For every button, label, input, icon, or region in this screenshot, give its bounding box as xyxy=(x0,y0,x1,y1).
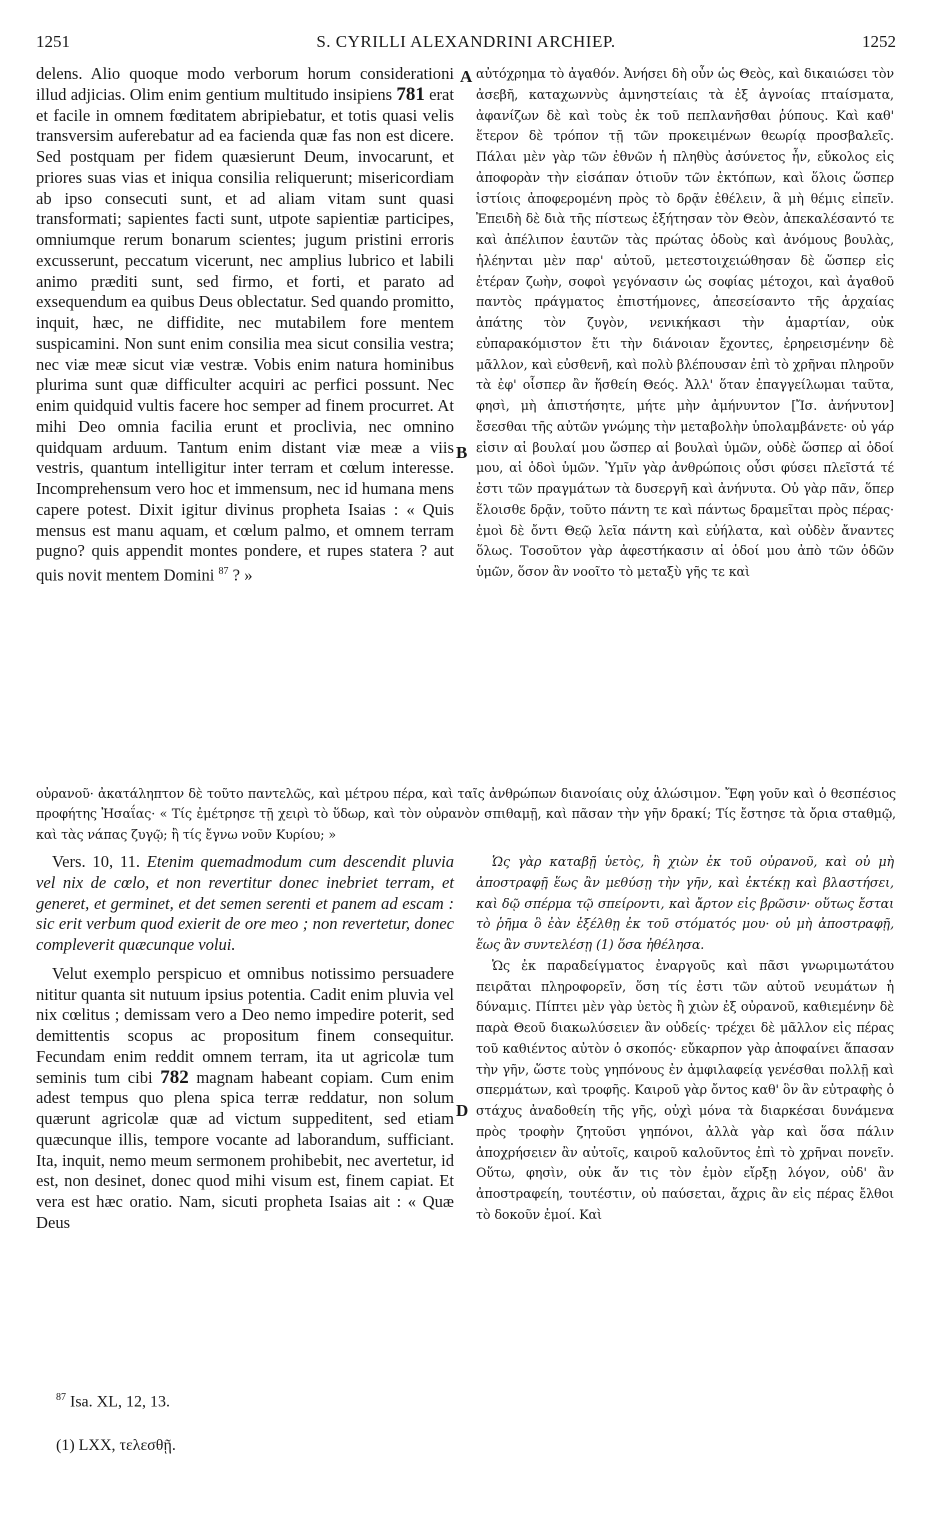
footnote-number: 87 xyxy=(56,1392,66,1403)
latin-text: Velut exemplo perspicuo et omnibus notissimo persuadere nititur quanta sit nutuum ipsius potentia. Cadit enim pluvia vel nix cœlitus ; demissam vero a Deo nemo impedire poterit, sed demittentis scopus ac propositum finem consequitur. Fecundam enim reddit omnem terram, ita ut agricolæ tum seminis tum cibi xyxy=(36,963,454,1087)
column-number: 782 xyxy=(160,1066,189,1088)
latin-text: delens. Alio quoque modo verborum horum considerationi illud adjicias. Olim enim gentium multitudo insipiens xyxy=(36,64,454,104)
greek-wide-block xyxy=(36,771,896,859)
page-header xyxy=(36,32,896,58)
margin-marker-a: A xyxy=(460,67,473,86)
latin-paragraph-upper xyxy=(36,64,454,586)
margin-marker-b: B xyxy=(456,443,468,462)
greek-paragraph-upper: αὐτόχρημα τὸ ἀγαθόν. Ἀνήσει δὴ οὖν ὡς Θεὸς, καὶ δικαιώσει τὸν ἀσεβῆ, καταχωννὺς ἀμνηστείαις τὰ ἐξ ἀγνοίας πταίσματα, ἀφανίζων δὲ καὶ τοὺς ἐκ τοῦ πεπλανῆσθαι ῥύπους. Καὶ καθ' ἕτερον δὲ τρόπον τῇ τῶν προκειμένων θεωρίᾳ προσβαλεῖς. Πάλαι μὲν γὰρ τῶν ἐθνῶν ἡ πληθὺς ἀσύνετος ἦν, εὔκολος εἰς ἀποφορὰν τὴν εἰσάπαν ὁτιοῦν τῶν ἐκτόπων, καὶ ὅλοις ὥσπερ ἱστίοις ἀποφερομένη πρὸς τὸ δρᾷν ἐθέλειν, ἃ μὴ θέμις εἰπεῖν. Ἐπειδὴ δὲ διὰ τῆς πίστεως ἐξήτησαν τὸν Θεὸν, ἀπεκαλέσαντό τε καὶ ἀπέλιπον ἑαυτῶν τὰς πρώτας ὁδοὺς καὶ ἀνόμους βουλὰς, ἠλέηνται μὲν παρ' αὐτοῦ, μετεστοιχειώθησαν δὲ ὥσπερ εἰς ἑτέραν ζωὴν, σοφοὶ γεγόνασιν ὡς σοφίας μέτοχοι, καὶ ἀγαθοῦ παντὸς πράγματος ἐπιστήμονες, ἀπεσείσαντο τῆς ἀρχαίας ἀπάτης τὸν ζυγὸν, νενικήκασι τὴν ἁμαρτίαν, οὐκ εὐπαρακόμιστον ἔτι τὴν διάνοιαν ἔχοντες, ἐρηρεισμένην δὲ μᾶλλον, καὶ εὐσθενῆ, καὶ πολὺ βλέπουσαν ἐπὶ τὸ χρῆναι πληροῦν τὰ ἐφ' οἷσπερ ἂν ἥσθείη Θεός. Ἀλλ' ὅταν ἐπαγγείλωμαι ταῦτα, φησὶ, μὴ ἀπιστήσητε, μήτε μὴν ἀμήνυντον [Ἴσ. ἀνήνυτον] ἔσεσθαι τῆς αὐτῶν γνώμης τὴν μεταβολὴν ὑπολαμβάνετε· οὐ γάρ εἰσιν αἱ βουλαί μου ὥσπερ αἱ βουλαὶ ὑμῶν, οὐδὲ ὥσπερ αἱ ὁδοί μου, αἱ ὁδοὶ ὑμῶν. Ὑμῖν γὰρ ἀνθρώποις οὖσι φύσει πλεῖστά τέ ἐστι τῶν πραγμάτων τὰ δυσεργῆ καὶ ἀνήνυτα. Οὐ γὰρ πᾶν, ὅπερ ἕλοισθε δρᾷν, τοῦτο πάντη τε καὶ πάντως δραμεῖται πρὸς πέρας· ἐμοὶ δὲ ὄντι Θεῷ λεῖα πάντη καὶ εὐήλατα, καὶ οὐδὲν ἄναντες ὅλως. Τοσοῦτον γὰρ ἀφεστήκασιν αἱ ὁδοί μου ἀπὸ τῶν ὁδῶν ὑμῶν, ὅσον ἂν νοοῖτο τὸ μεταξὺ γῆς τε καὶ xyxy=(476,66,894,579)
footnote-1 xyxy=(56,1392,170,1411)
footnote-2: (1) LXX, τελεσθῇ. xyxy=(56,1437,176,1454)
latin-verse xyxy=(36,852,454,956)
page-number-left: 1251 xyxy=(36,32,70,51)
greek-wide-paragraph: οὐρανοῦ· ἀκατάληπτον δὲ τοῦτο παντελῶς, καὶ μέτρου πέρα, καὶ ταῖς ἀνθρώπων διανοίαις οὐχ ἁλώσιμον. Ἔφη γοῦν καὶ ὁ θεσπέσιος προφήτης Ἠσαΐας· « Τίς ἐμέτρησε τῇ χειρὶ τὸ ὕδωρ, καὶ τὸν οὐρανὸν σπιθαμῇ, καὶ πᾶσαν τὴν γῆν δρακί; Τίς ἔστησε τὰ ὄρια σταθμῷ, καὶ τὰς νάπας ζυγῷ; ἢ τίς ἔγνω νοῦν Κυρίου; » xyxy=(36,785,896,843)
running-title: S. CYRILLI ALEXANDRINI ARCHIEP. xyxy=(316,32,616,51)
greek-column-upper xyxy=(476,64,894,583)
page-number-right: 1252 xyxy=(862,32,896,51)
latin-column-upper xyxy=(36,64,454,586)
margin-marker-d: D xyxy=(456,1101,469,1120)
latin-text: magnam habeant copiam. Cum enim adest tempus quo plena spica terræ reddatur, non solum quærunt agricolæ quæ ad victum suppeditent, sed etiam quæcunque illis, tempore vocante ad laborandum, sufficiant. Ita, inquit, nemo meum sermonem prohibebit, nec avertetur, id est, non desinet, donec quod mihi visum est, finem capiat. Et vera est hæc oratio. Nam, sicuti propheta Isaias ait : « Quæ Deus xyxy=(36,1067,454,1232)
latin-paragraph-lower xyxy=(36,964,454,1234)
latin-text: erat et facile in omnem fœditatem abripiebatur, et totis quasi velis transversim auferebatur ad ea facienda quæ fas non est dicere. Sed postquam per fidem quæsierunt Deum, invocarunt, et priores suas vias et iniqua consilia reliquerunt; misericordiam ab ipso consecuti sunt, et ad aliam vitam sunt quasi transformati; sapientes facti sunt, utpote sapientiæ participes, omniumque rerum bonarum scientes; jugum pristini erroris excusserunt, peccatum vicerunt, nec amplius lubrico et labili animo præditi sunt, sed firmo, et forti, et parato ad exsequendum ea quibus Deus oblectatur. Sed quando promitto, inquit, hæc, ne diffidite, nec mutabilem fore mentem suspicamini. Non sunt enim consilia mea sicut consilia vestra; nec viæ meæ sicut viæ vestræ. Vobis enim natura hominibus plurima sunt quæ difficulter acquiri ac perfici possunt. Nec enim quidquid vultis facere hoc semper ad finem procurret. At mihi Deo omnia facilia erunt et proclivia, nec omnino quidquam arduum. Tantum enim distant viæ meæ a viis vestris, quantum intelligitur inter terram et cœlum interesse. Incomprehensum vero hoc et immensum, nec id humana mens capere potest. Dixit igitur divinus propheta Isaias : « Quis mensus est manu aquam, et cœlum palmo, et omnem terram pugno? quis appendit montes pondere, et rupes statera ? aut quis novit mentem Domini xyxy=(36,84,454,585)
latin-text: ? » xyxy=(228,565,253,585)
footnote-text: Isa. XL, 12, 13. xyxy=(70,1393,170,1411)
greek-paragraph-lower: Ὡς ἐκ παραδείγματος ἐναργοῦς καὶ πᾶσι γνωριμωτάτου πειρᾶται πληροφορεῖν, ὅση τίς ἐστι τῶν αὐτοῦ νευμάτων ἡ δύναμις. Πίπτει μὲν γὰρ ὑετὸς ἢ χιὼν ἐξ οὐρανοῦ, καθιεμένην δὲ παρὰ Θεοῦ διακωλύσειεν ἂν οὐδείς· τρέχει δὲ μᾶλλον εἰς πέρας τοῦ καθιέντος αὐτὸν ὁ σκοπός· εὔκαρπον γὰρ ἀποφαίνει ἅπασαν τὴν γῆν, ὥστε τοὺς γηπόνους ἐν ἀμφιλαφείᾳ γενέσθαι πολλῇ καὶ σπερμάτων, καὶ τροφῆς. Καιροῦ γὰρ ὄντος καθ' ὃν ἂν εὐτραφὴς ὁ στάχυς ἀναδοθείη τῆς γῆς, οὐχὶ μόνα τὰ διαρκέσαι δυνάμενα πρὸς τροφὴν ζητοῦσι γηπόνοι, ἀλλὰ γὰρ καὶ ὅσα πάλιν ἀποχρήσειεν ἂν αὐτοῖς, καιροῦ καλοῦντος ἐπὶ τὸ χρῆναι πονεῖν. Οὕτω, φησὶν, οὐκ ἄν τις τὸν ἐμὸν εἴρξῃ λόγον, οὐδ' ἂν ἀποστραφείη, τουτέστιν, οὐ παύσεται, ἄχρις ἂν εἰς πέρας ἔλθοι τὸ δοκοῦν ἐμοί. Καὶ xyxy=(476,957,894,1222)
verse-text: Etenim quemadmodum cum descendit pluvia vel nix de cœlo, et non revertitur donec inebriet terram, et generet, et germinet, et det semen serenti et panem ad escam : sic erit verbum quod exierit de ore meo ; non revertetur, donec compleverit quæcunque volui. xyxy=(36,852,455,954)
footnote-ref: 87 xyxy=(218,566,229,577)
column-number: 781 xyxy=(396,83,425,105)
greek-column-lower xyxy=(476,852,894,1226)
greek-verse: Ὡς γὰρ καταβῇ ὑετὸς, ἢ χιὼν ἐκ τοῦ οὐρανοῦ, καὶ οὐ μὴ ἀποστραφῇ ἕως ἂν μεθύσῃ τὴν γῆν, καὶ ἐκτέκῃ καὶ βλαστήσει, καὶ δῷ σπέρμα τῷ σπείροντι, καὶ ἄρτον εἰς βρῶσιν· οὕτως ἔσται τὸ ῥῆμα ὃ ἐὰν ἐξέλθῃ ἐκ τοῦ στόματός μου· οὐ μὴ ἀποστραφῇ, ἕως ἂν συντελέσῃ (1) ὅσα ἠθέλησα. xyxy=(476,854,894,952)
verse-label: Vers. 10, 11. xyxy=(52,852,141,871)
latin-column-lower xyxy=(36,852,454,1234)
